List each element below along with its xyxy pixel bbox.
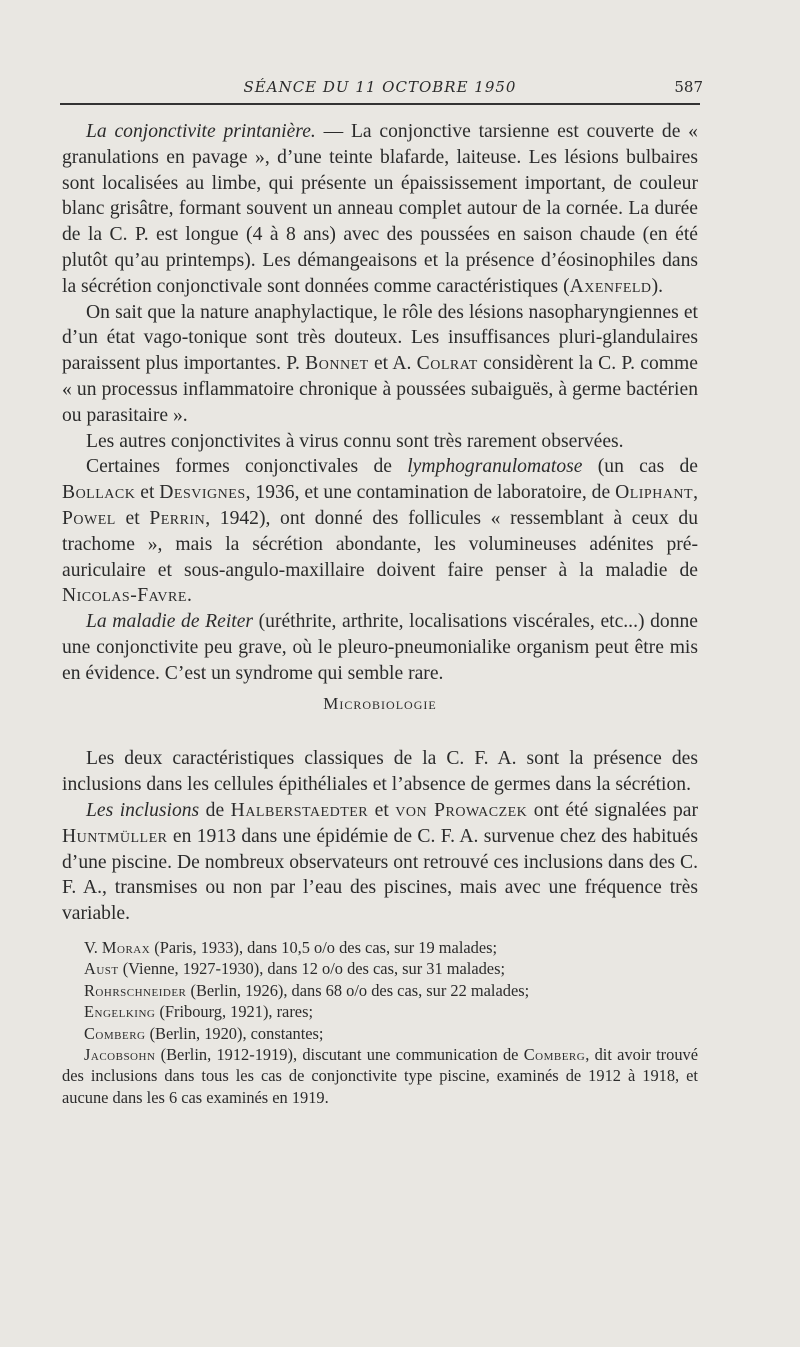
- author-name: Desvignes: [159, 482, 246, 504]
- reference-item: [62, 958, 698, 979]
- text: et: [135, 482, 160, 504]
- text: et: [115, 507, 150, 529]
- text: Les deux caractéristiques classiques de la C. F. A. sont la présence des inclusions dans les cellules épithéliales et l’absence de germes dans la sécrétion.: [62, 748, 698, 796]
- author-name: Comberg: [84, 1023, 146, 1043]
- author-name: Jacobsohn: [84, 1044, 156, 1064]
- paragraph-anaphylactique: [62, 300, 698, 429]
- text: (Berlin, 1920), constantes;: [145, 1023, 324, 1043]
- paragraph-autres-conjonctivites: [62, 429, 698, 455]
- text: Les autres conjonctivites à virus connu sont très rarement observées.: [86, 430, 624, 452]
- text: (uréthrite, arthrite, localisations viscérales, etc...) donne une conjonctivite peu grave, où le pleuro-pneumonialike organism peut être mis en évidence. C’est un syndrome qui semble rare.: [62, 611, 698, 684]
- paragraph-reiter: [62, 609, 698, 686]
- text: en 1913 dans une épidémie de C. F. A. survenue chez des habitués d’une piscine. De nombreux observateurs ont retrouvé ces inclusions dans des C. F. A., transmises ou non par l’eau des piscines, mais avec une fréquence très variable.: [62, 825, 698, 925]
- paragraph-inclusions: [62, 798, 698, 927]
- text: , 1942), ont donné des follicules « ressemblant à ceux du trachome », mais la sécrétion abondante, les volumineuses adénites pré-auriculaire et sous-angulo-maxillaire doivent faire penser à la maladie de: [62, 507, 699, 581]
- body-text: [62, 119, 698, 1108]
- text: considèrent la C. P. comme « un processus inflammatoire chronique à poussées subaiguës, à germe bactérien ou parasitaire ».: [62, 353, 698, 426]
- author-name: Bollack: [62, 482, 136, 504]
- author-name: Perrin: [149, 507, 206, 529]
- text: Certaines formes conjonctivales de: [86, 456, 408, 478]
- reference-item: [62, 980, 698, 1001]
- author-name: Engelking: [84, 1002, 156, 1022]
- author-name: Huntmüller: [62, 825, 168, 847]
- text: et A.: [368, 353, 417, 375]
- reference-item: [62, 1001, 698, 1022]
- text: ont été signalées par: [527, 799, 698, 821]
- italic-term: Les inclusions: [86, 799, 200, 821]
- text: de: [199, 799, 231, 821]
- italic-term: La maladie de Reiter: [86, 611, 254, 633]
- author-name: Comberg: [523, 1044, 586, 1064]
- paragraph-printaniere: [62, 119, 698, 300]
- text: (un cas de: [582, 456, 698, 478]
- text: (Berlin, 1926), dans 68 o/o des cas, sur 22 malades;: [186, 980, 530, 1000]
- text: ,: [693, 482, 699, 504]
- text: (Paris, 1933), dans 10,5 o/o des cas, sur 19 malades;: [150, 937, 498, 957]
- author-name: Colrat: [416, 353, 478, 375]
- running-head-title: SÉANCE DU 11 OCTOBRE 1950: [243, 78, 517, 96]
- text: , dit avoir trouvé des inclusions dans tous les cas de conjonctivite type piscine, examinés de 1912 à 1918, et aucune dans les 6 cas examinés en 1919.: [62, 1044, 699, 1107]
- text: (Vienne, 1927-1930), dans 12 o/o des cas, sur 31 malades;: [118, 959, 506, 979]
- header-rule: [60, 103, 700, 105]
- reference-item: [62, 1044, 698, 1108]
- text: (Fribourg, 1921), rares;: [155, 1002, 313, 1022]
- paragraph-lymphogranulomatose: [62, 454, 698, 609]
- author-name: Axenfeld: [569, 275, 652, 297]
- author-name: Oliphant: [615, 482, 694, 504]
- reference-item: [62, 937, 698, 958]
- text: ).: [651, 275, 663, 297]
- text: (Berlin, 1912-1919), discutant une communication de: [155, 1044, 524, 1064]
- author-name: Powel: [62, 507, 116, 529]
- reference-list: [62, 937, 698, 1108]
- author-name: Nicolas-Favre: [62, 585, 187, 607]
- author-name: Morax: [101, 937, 151, 957]
- author-name: Aust: [84, 959, 119, 979]
- italic-term: lymphogranulomatose: [407, 456, 583, 478]
- lead-italic: La conjonctivite printanière.: [86, 121, 316, 142]
- text: V.: [84, 937, 102, 957]
- text: , 1936, et une contamination de laboratoire, de: [245, 482, 616, 504]
- text: .: [186, 585, 192, 607]
- paragraph-caracteristiques: [62, 746, 698, 798]
- reference-item: [62, 1023, 698, 1044]
- page-number: 587: [674, 78, 703, 96]
- author-name: Bonnet: [305, 353, 369, 375]
- section-heading: Microbiologie: [323, 693, 437, 713]
- running-head: [60, 76, 703, 100]
- text: et: [368, 799, 396, 821]
- author-name: Halberstaedter: [230, 799, 369, 821]
- author-name: von Prowaczek: [395, 799, 528, 821]
- author-name: Rohrschneider: [84, 980, 187, 1000]
- text: — La conjonctive tarsienne est couverte de « granulations en pavage », d’une teinte blafarde, laiteuse. Les lésions bulbaires sont localisées au limbe, qui présente un épaississement important, de couleur blanc grisâtre, formant souvent un anneau complet autour de la cornée. La durée de la C. P. est longue (4 à 8 ans) avec des poussées en saison chaude (en été plutôt qu’au printemps). Les démangeaisons et la présence d’éosinophiles dans la sécrétion conjonctivale sont données comme caractéristiques (: [62, 121, 698, 297]
- text: On sait que la nature anaphylactique, le rôle des lésions nasopharyngiennes et d’un état vago-tonique sont très douteux. Les insuffisances pluri-glandulaires paraissent plus importantes. P.: [62, 301, 698, 375]
